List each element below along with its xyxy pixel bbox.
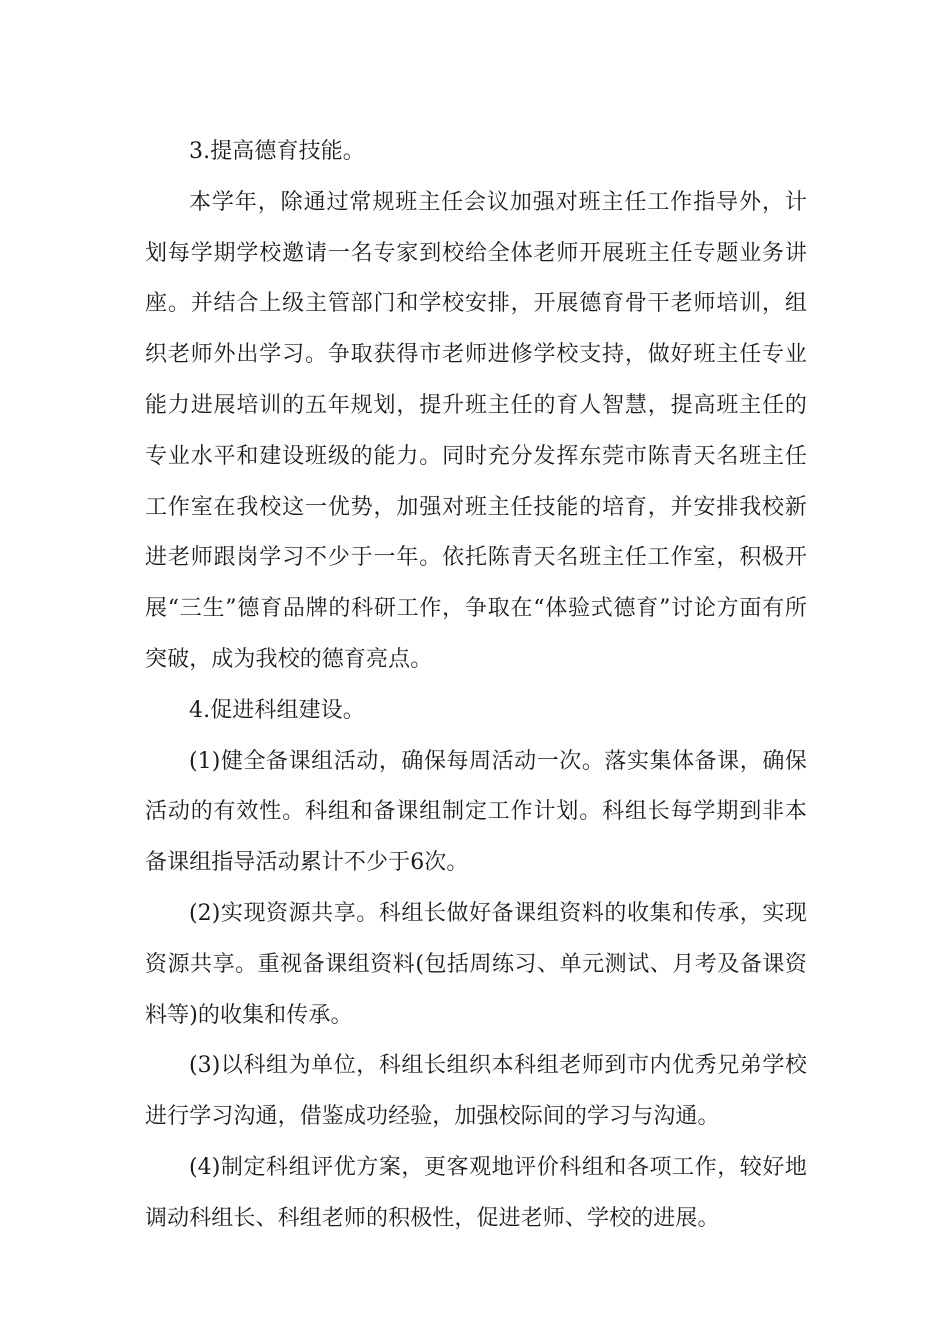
list-item-school-exchange: (3)以科组为单位，科组长组织本科组老师到市内优秀兄弟学校进行学习沟通，借鉴成功经验，加强校际间的学习与沟通。: [145, 1053, 807, 1130]
document-body: [145, 127, 807, 1245]
list-item-evaluation: (4)制定科组评优方案，更客观地评价科组和各项工作，较好地调动科组长、科组老师的积极性，促进老师、学校的进展。: [145, 1154, 807, 1231]
section-heading-subject-groups: 4.促进科组建设。: [189, 697, 365, 723]
section-heading-moral-skills: 3.提高德育技能。: [189, 139, 365, 164]
paragraph-moral-skills: 本学年，除通过常规班主任会议加强对班主任工作指导外，计划每学期学校邀请一名专家到校给全体老师开展班主任专题业务讲座。并结合上级主管部门和学校安排，开展德育骨干老师培训，组织老师外出学习。争取获得市老师进修学校支持，做好班主任专业能力进展培训的五年规划，提升班主任的育人智慧，提高班主任的专业水平和建设班级的能力。同时充分发挥东莞市陈青天名班主任工作室在我校这一优势，加强对班主任技能的培育，并安排我校新进老师跟岗学习不少于一年。依托陈青天名班主任工作室，积极开展“三生”德育品牌的科研工作，争取在“体验式德育”讨论方面有所突破，成为我校的德育亮点。: [145, 189, 807, 672]
list-item-lesson-prep: (1)健全备课组活动，确保每周活动一次。落实集体备课，确保活动的有效性。科组和备课组制定工作计划。科组长每学期到非本备课组指导活动累计不少于6次。: [145, 748, 807, 876]
list-item-resource-sharing: (2)实现资源共享。科组长做好备课组资料的收集和传承，实现资源共享。重视备课组资料(包括周练习、单元测试、月考及备课资料等)的收集和传承。: [145, 900, 807, 1028]
